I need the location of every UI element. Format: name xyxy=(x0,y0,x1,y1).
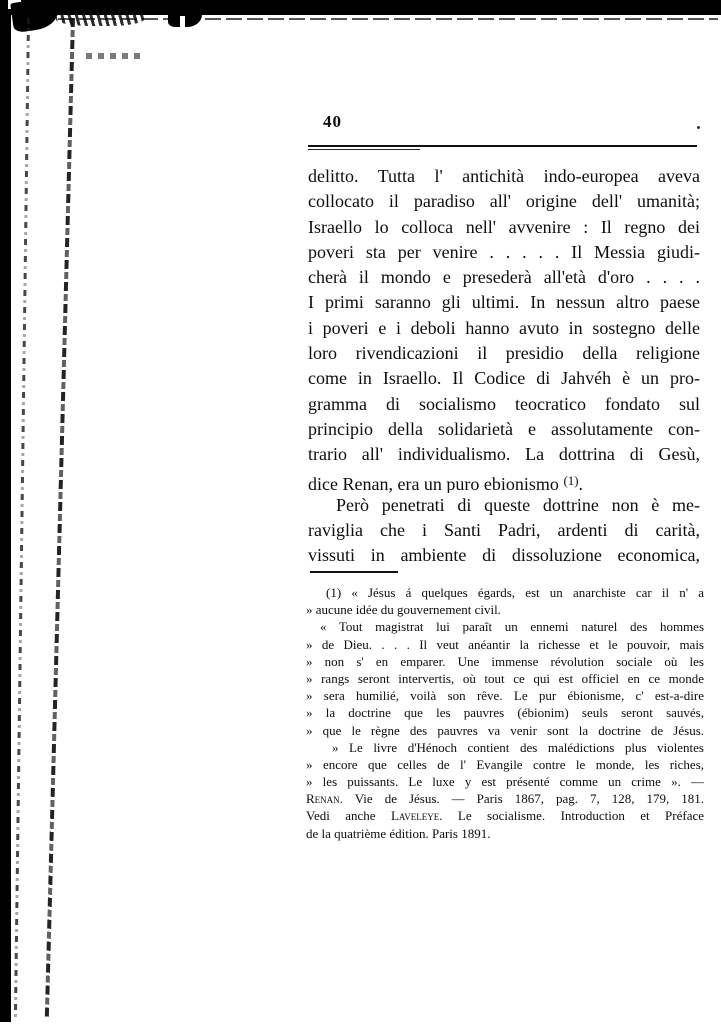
text-segment: (1) « Jésus á quelques égards, est un anarchiste car il n' a xyxy=(326,585,704,600)
header-rule xyxy=(308,145,697,147)
footnote-separator xyxy=(310,571,398,573)
body-text xyxy=(308,164,700,569)
scan-gutter-line-2 xyxy=(45,18,75,1018)
body-line xyxy=(308,189,700,214)
text-segment: » aucune idée du gouvernement civil. xyxy=(306,602,501,618)
text-segment: » encore que celles de l' Evangile contre le monde, les riches, xyxy=(306,756,704,772)
text-segment: » rangs seront intervertis, où tout ce qui est officiel en ce monde xyxy=(306,670,704,686)
text-segment: » de Dieu. . . . Il veut anéantir la richesse et le pouvoir, mais xyxy=(306,636,704,652)
body-line xyxy=(308,215,700,240)
footnote-line xyxy=(306,636,704,653)
text-segment: dice Renan, era un puro ebionismo xyxy=(308,473,564,493)
text-segment: . In nessun altro paese xyxy=(514,292,700,313)
body-line xyxy=(308,392,700,417)
text-segment: come in Israello. Il Codice di Jahvéh è un pro- xyxy=(308,368,700,389)
text-segment: collocato il paradiso all' origine dell' umanità; xyxy=(308,191,700,212)
text-segment: » sera humilié, voilà son rêve. Le pur ébionisme, c' est-a-dire xyxy=(306,688,704,704)
text-segment: I primi saranno gli ultimi xyxy=(308,292,515,313)
text-segment: Vie de Jésus. xyxy=(354,791,440,807)
footnote-line xyxy=(306,739,704,756)
text-segment: Le socialisme. xyxy=(457,808,546,824)
footnote-line xyxy=(306,756,704,773)
text-segment xyxy=(343,791,355,806)
text-segment: loro rivendicazioni il presidio della religione xyxy=(308,343,700,364)
text-segment: Renan. xyxy=(306,791,343,807)
footnote-line xyxy=(306,722,704,739)
text-segment: Vedi anche xyxy=(306,808,391,824)
body-line xyxy=(308,316,700,341)
text-segment: poveri sta per venire . . . . . Il Messia giudi- xyxy=(308,241,700,262)
text-segment: i poveri e i deboli hanno avuto in sostegno delle xyxy=(308,317,700,338)
scan-ink-blob xyxy=(168,0,202,27)
text-segment: Laveleye. xyxy=(390,808,443,824)
body-line xyxy=(308,164,700,189)
text-segment: Tutta l' antichità indo-europea aveva xyxy=(358,166,700,186)
body-line xyxy=(308,240,700,265)
text-segment: » la doctrine que les pauvres (ébionim) seuls seront sauvés, xyxy=(306,705,704,721)
body-line xyxy=(308,366,700,391)
scan-gutter-line-1 xyxy=(14,18,30,1018)
footnote-line xyxy=(306,584,704,601)
text-segment: Introduction et Préface xyxy=(545,808,704,824)
text-segment: gramma di socialismo teocratico fondato sul xyxy=(308,393,700,414)
text-segment xyxy=(443,808,458,823)
body-line xyxy=(308,468,700,493)
text-segment: delitto. xyxy=(308,166,359,186)
text-segment: » que le règne des pauvres va venir sont la doctrine de Jésus. xyxy=(306,722,704,738)
footnote-line xyxy=(306,790,704,807)
text-segment: Però penetrati di queste dottrine non è me- xyxy=(336,494,700,515)
body-line xyxy=(308,543,700,568)
body-line xyxy=(308,493,700,518)
text-segment: de la quatrième édition. Paris 1891. xyxy=(306,825,491,841)
footnote-line xyxy=(306,687,704,704)
scan-gutter-shadow xyxy=(0,12,11,1022)
footnote-line xyxy=(306,773,704,790)
text-segment: . xyxy=(578,473,584,493)
text-segment: vissuti in ambiente di dissoluzione economica, xyxy=(308,545,700,566)
text-segment: principio della solidarietà e assolutamente con- xyxy=(308,418,700,439)
scan-speckle-row xyxy=(86,53,146,59)
text-segment: » non s' en emparer. Une immense révolution sociale où les xyxy=(306,653,704,669)
text-segment: « Tout magistrat lui paraît un ennemi naturel des hommes xyxy=(320,619,704,635)
footnote-line xyxy=(306,807,704,824)
scan-ink-blob xyxy=(10,0,60,33)
scan-speck xyxy=(697,126,700,129)
body-line xyxy=(308,442,700,467)
text-segment: cherà il mondo e presederà all'età d'oro . . . . xyxy=(308,267,700,288)
scan-top-jagged-line xyxy=(58,18,718,20)
body-line xyxy=(308,417,700,442)
header-rule-double xyxy=(308,149,420,150)
body-line xyxy=(308,518,700,543)
text-segment: — Paris 1867, pag. 7, 128, 179, 181. xyxy=(439,791,704,807)
scan-ink-smudge xyxy=(56,9,144,26)
footnote-line xyxy=(306,601,704,618)
footnote-line xyxy=(306,653,704,670)
body-line xyxy=(308,265,700,290)
text-segment: raviglia che i Santi Padri, ardenti di carità, xyxy=(308,520,700,541)
footnote-line xyxy=(306,704,704,721)
text-segment: » Le livre d'Hénoch contient des malédictions plus violentes xyxy=(332,739,704,755)
text-segment: Israello lo colloca nell' avvenire : xyxy=(308,216,601,237)
text-segment: trario all' individualismo. La dottrina di Gesù, xyxy=(308,444,700,465)
footnote-text xyxy=(306,584,704,842)
body-line xyxy=(308,290,700,315)
footnote-line xyxy=(306,825,704,842)
footnote-line xyxy=(306,670,704,687)
page-number: 40 xyxy=(323,112,342,131)
text-segment: (1) xyxy=(563,472,579,488)
footnote-line xyxy=(306,618,704,635)
text-segment: » les puissants. Le luxe y est présenté comme un crime ». — xyxy=(306,774,704,790)
body-line xyxy=(308,341,700,366)
text-segment: Il regno dei xyxy=(600,216,700,237)
